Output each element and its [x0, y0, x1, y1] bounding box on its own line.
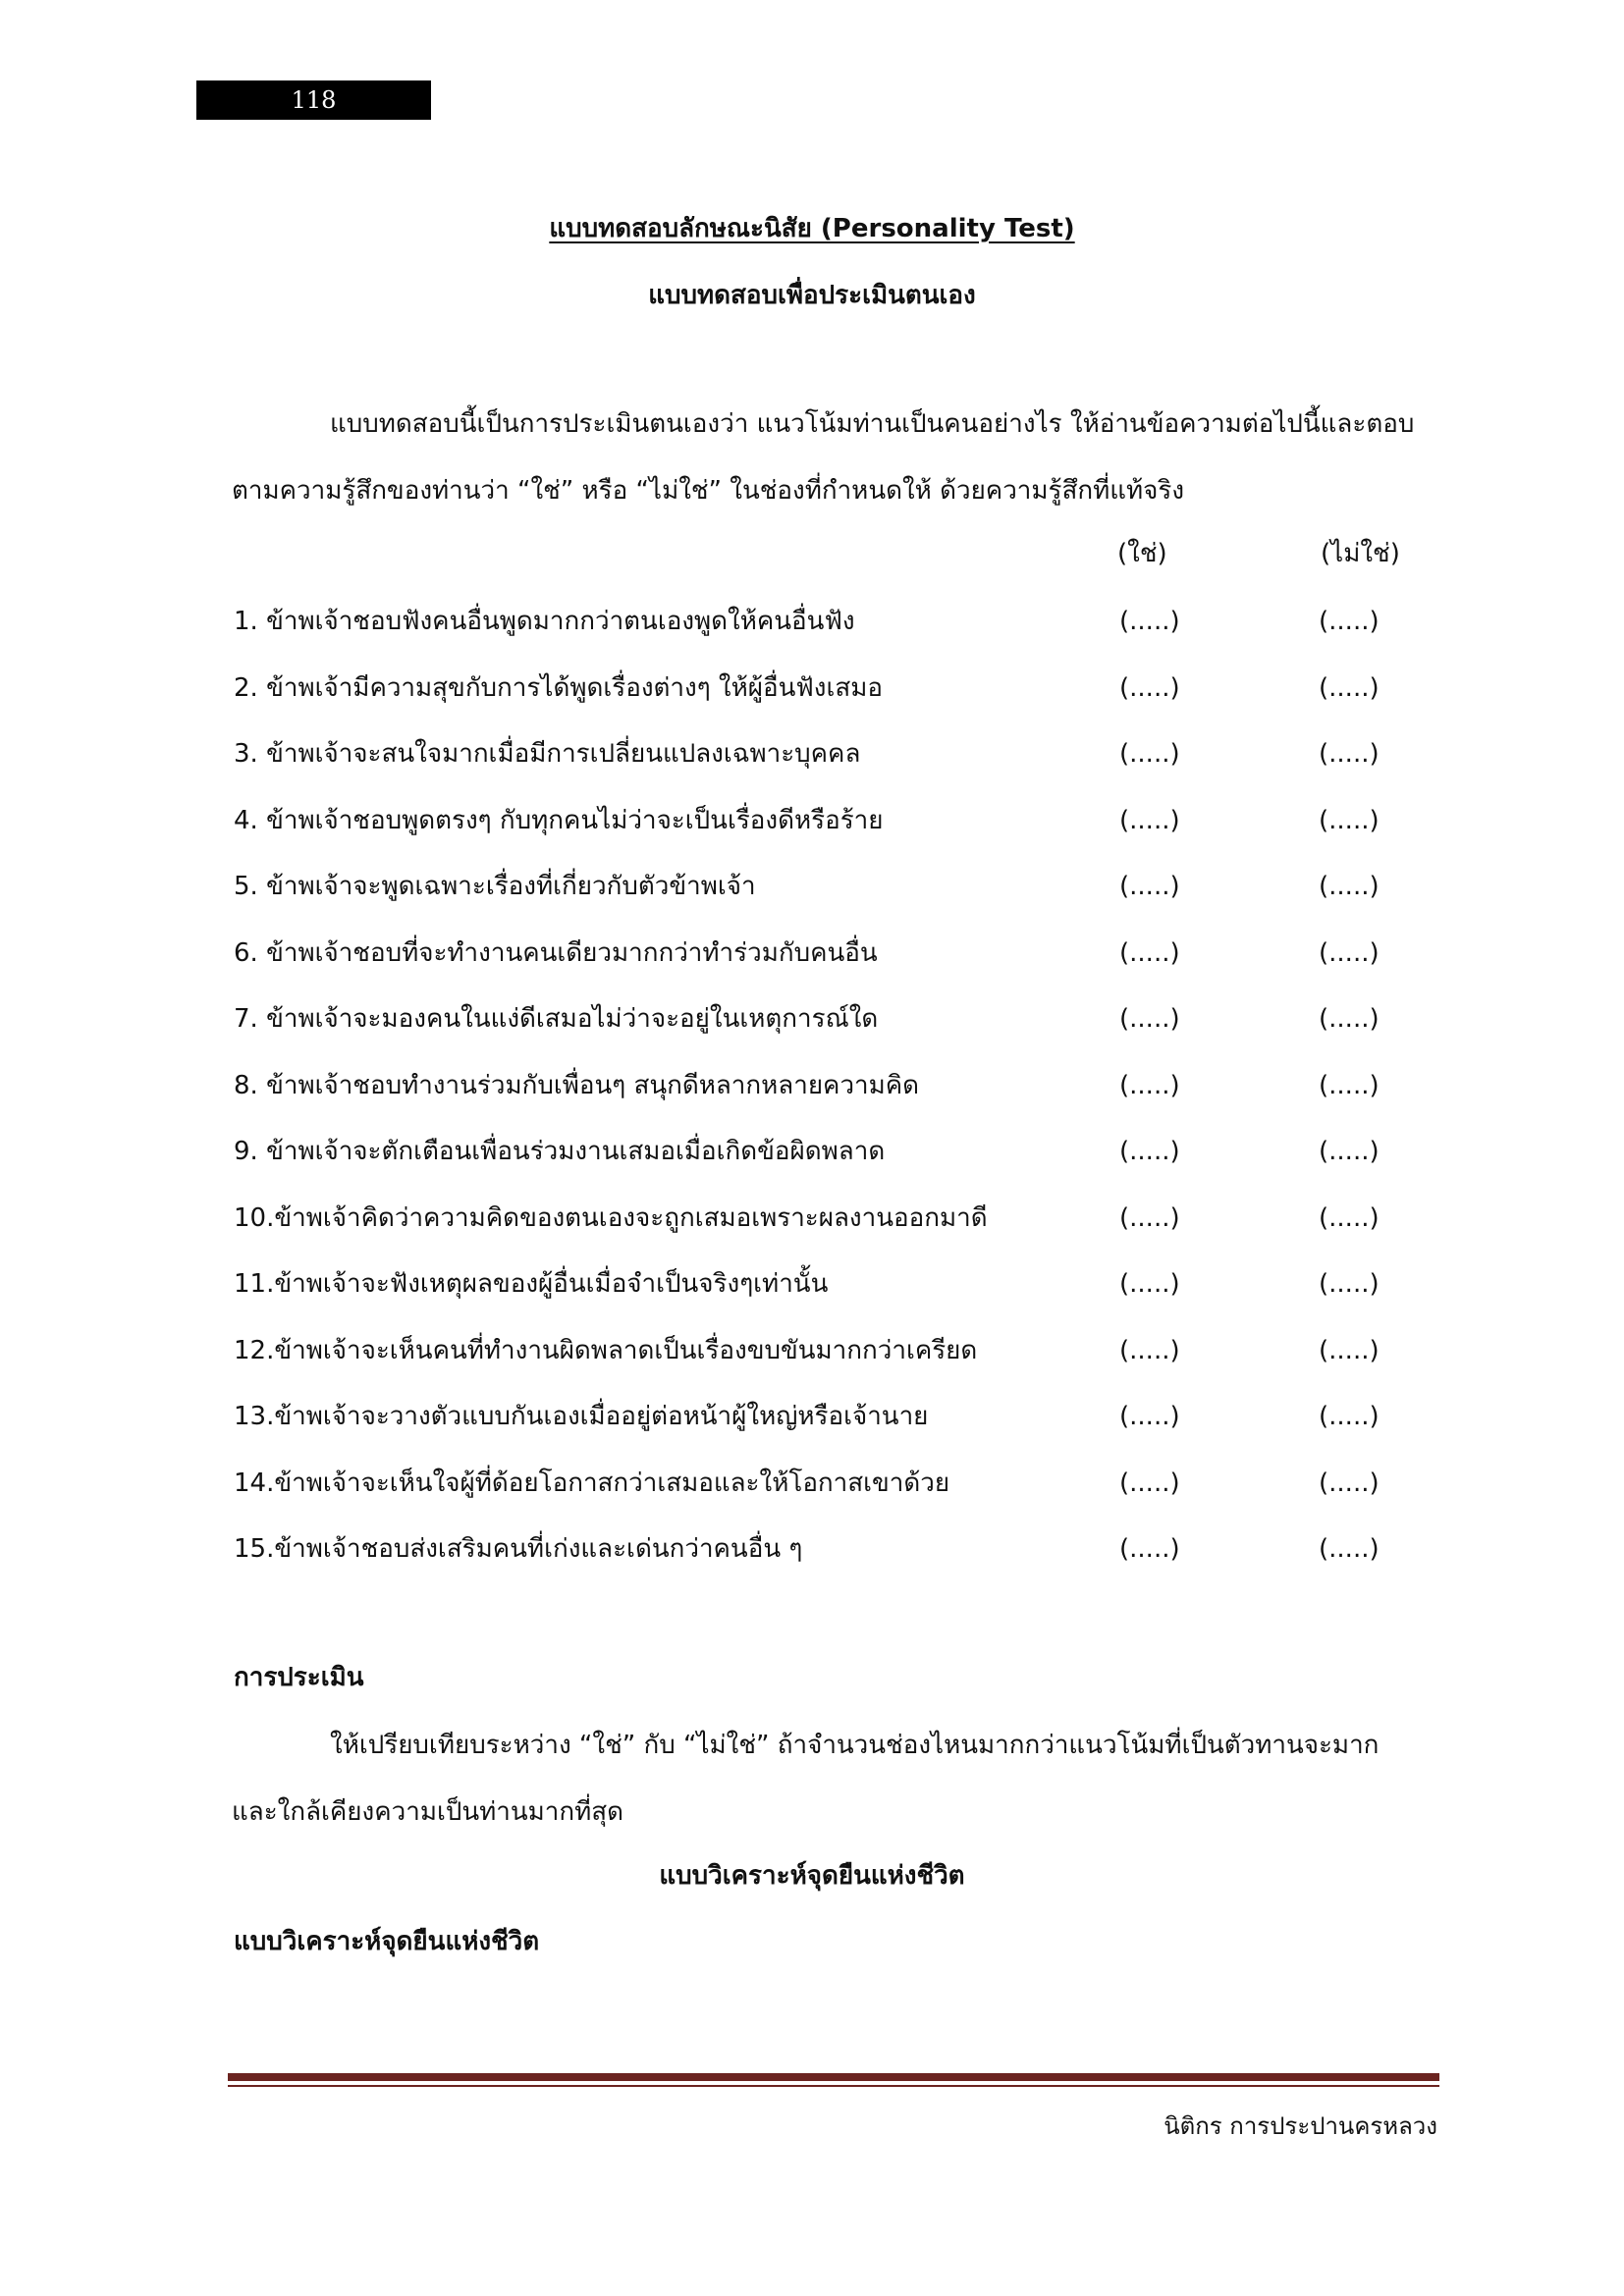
question-row — [234, 1252, 1412, 1318]
yes-answer-box[interactable]: (.....) — [1119, 1402, 1180, 1431]
no-answer-box[interactable]: (.....) — [1319, 1269, 1380, 1299]
yes-answer-box[interactable]: (.....) — [1119, 872, 1180, 901]
question-text: 14.ข้าพเจ้าจะเห็นใจผู้ที่ด้อยโอกาสกว่าเสมอและให้โอกาสเขาด้วย — [234, 1468, 950, 1498]
question-row — [234, 1053, 1412, 1120]
question-row — [234, 1451, 1412, 1518]
footer-rule — [228, 2073, 1439, 2081]
question-row — [234, 788, 1412, 855]
question-row — [234, 921, 1412, 988]
question-text: 5. ข้าพเจ้าจะพูดเฉพาะเรื่องที่เกี่ยวกับตัวข้าพเจ้า — [234, 872, 756, 901]
question-text: 4. ข้าพเจ้าชอบพูดตรงๆ กับทุกคนไม่ว่าจะเป็นเรื่องดีหรือร้าย — [234, 805, 884, 835]
question-row — [234, 1186, 1412, 1253]
yes-answer-box[interactable]: (.....) — [1119, 1534, 1180, 1564]
section-title-centered: แบบวิเคราะห์จุดยืนแห่งชีวิต — [659, 1861, 965, 1891]
evaluation-heading: การประเมิน — [234, 1663, 364, 1692]
page-number: 118 — [196, 80, 431, 120]
yes-answer-box[interactable]: (.....) — [1119, 1202, 1180, 1233]
yes-answer-box[interactable]: (.....) — [1119, 1137, 1180, 1166]
yes-answer-box[interactable]: (.....) — [1119, 739, 1180, 769]
yes-answer-box[interactable]: (.....) — [1119, 805, 1180, 835]
no-answer-box[interactable]: (.....) — [1319, 1202, 1380, 1233]
question-text: 6. ข้าพเจ้าชอบที่จะทำงานคนเดียวมากกว่าทำร่วมกับคนอื่น — [234, 937, 878, 968]
question-row — [234, 1318, 1412, 1385]
question-row — [234, 656, 1412, 722]
question-text: 13.ข้าพเจ้าจะวางตัวแบบกันเองเมื่ออยู่ต่อหน้าผู้ใหญ่หรือเจ้านาย — [234, 1402, 929, 1431]
question-text: 1. ข้าพเจ้าชอบฟังคนอื่นพูดมากกว่าตนเองพูดให้คนอื่นฟัง — [234, 607, 855, 636]
no-answer-box[interactable]: (.....) — [1319, 1534, 1380, 1564]
question-list — [234, 589, 1412, 1583]
footer-text: นิติกร การประปานครหลวง — [1164, 2112, 1437, 2140]
section-title-left: แบบวิเคราะห์จุดยืนแห่งชีวิต — [234, 1927, 540, 1956]
yes-answer-box[interactable]: (.....) — [1119, 1070, 1180, 1100]
question-text: 7. ข้าพเจ้าจะมองคนในแง่ดีเสมอไม่ว่าจะอยู่ในเหตุการณ์ใด — [234, 1004, 879, 1034]
no-answer-box[interactable]: (.....) — [1319, 1335, 1380, 1365]
yes-answer-box[interactable]: (.....) — [1119, 1004, 1180, 1034]
question-row — [234, 854, 1412, 921]
question-text: 11.ข้าพเจ้าจะฟังเหตุผลของผู้อื่นเมื่อจำเป็นจริงๆเท่านั้น — [234, 1269, 829, 1299]
yes-answer-box[interactable]: (.....) — [1119, 1468, 1180, 1498]
question-row — [234, 1517, 1412, 1583]
no-answer-box[interactable]: (.....) — [1319, 607, 1380, 636]
no-answer-box[interactable]: (.....) — [1319, 1468, 1380, 1498]
question-row — [234, 987, 1412, 1053]
question-text: 8. ข้าพเจ้าชอบทำงานร่วมกับเพื่อนๆ สนุกดีหลากหลายความคิด — [234, 1070, 920, 1100]
no-answer-box[interactable]: (.....) — [1319, 739, 1380, 769]
no-answer-box[interactable]: (.....) — [1319, 805, 1380, 835]
question-text: 10.ข้าพเจ้าคิดว่าความคิดของตนเองจะถูกเสมอเพราะผลงานออกมาดี — [234, 1202, 988, 1233]
question-text: 9. ข้าพเจ้าจะตักเตือนเพื่อนร่วมงานเสมอเมื่อเกิดข้อผิดพลาด — [234, 1137, 886, 1166]
evaluation-paragraph: ให้เปรียบเทียบระหว่าง “ใช่” กับ “ไม่ใช่” ถ้าจำนวนช่องไหนมากกว่าแนวโน้มที่เป็นตัวทานจะมาก และใกล้เคียงความเป็นท่านมากที่สุด — [232, 1731, 1380, 1827]
question-text: 2. ข้าพเจ้ามีความสุขกับการได้พูดเรื่องต่างๆ ให้ผู้อื่นฟังเสมอ — [234, 672, 883, 703]
no-answer-box[interactable]: (.....) — [1319, 1070, 1380, 1100]
question-text: 15.ข้าพเจ้าชอบส่งเสริมคนที่เก่งและเด่นกว่าคนอื่น ๆ — [234, 1534, 803, 1564]
question-text: 12.ข้าพเจ้าจะเห็นคนที่ทำงานผิดพลาดเป็นเรื่องขบขันมากกว่าเครียด — [234, 1335, 978, 1365]
no-answer-box[interactable]: (.....) — [1319, 937, 1380, 968]
no-answer-box[interactable]: (.....) — [1319, 872, 1380, 901]
intro-paragraph: แบบทดสอบนี้เป็นการประเมินตนเองว่า แนวโน้มท่านเป็นคนอย่างไร ให้อ่านข้อความต่อไปนี้และตอบตามความรู้สึกของท่านว่า “ใช่” หรือ “ไม่ใช่” ในช่องที่กำหนดให้ ด้วยความรู้สึกที่แท้จริง — [232, 409, 1415, 506]
yes-answer-box[interactable]: (.....) — [1119, 672, 1180, 703]
question-row — [234, 589, 1412, 656]
no-column-header: (ไม่ใช่) — [1321, 539, 1400, 568]
yes-answer-box[interactable]: (.....) — [1119, 607, 1180, 636]
yes-answer-box[interactable]: (.....) — [1119, 1335, 1180, 1365]
no-answer-box[interactable]: (.....) — [1319, 1402, 1380, 1431]
yes-column-header: (ใช่) — [1117, 539, 1167, 568]
yes-answer-box[interactable]: (.....) — [1119, 937, 1180, 968]
page-title: แบบทดสอบลักษณะนิสัย (Personality Test) — [549, 214, 1075, 243]
no-answer-box[interactable]: (.....) — [1319, 1004, 1380, 1034]
question-text: 3. ข้าพเจ้าจะสนใจมากเมื่อมีการเปลี่ยนแปลงเฉพาะบุคคล — [234, 739, 861, 769]
question-row — [234, 721, 1412, 788]
question-row — [234, 1384, 1412, 1451]
page-subtitle: แบบทดสอบเพื่อประเมินตนเอง — [648, 281, 976, 310]
no-answer-box[interactable]: (.....) — [1319, 1137, 1380, 1166]
footer-rule-thin — [228, 2085, 1439, 2087]
no-answer-box[interactable]: (.....) — [1319, 672, 1380, 703]
yes-answer-box[interactable]: (.....) — [1119, 1269, 1180, 1299]
question-row — [234, 1119, 1412, 1186]
